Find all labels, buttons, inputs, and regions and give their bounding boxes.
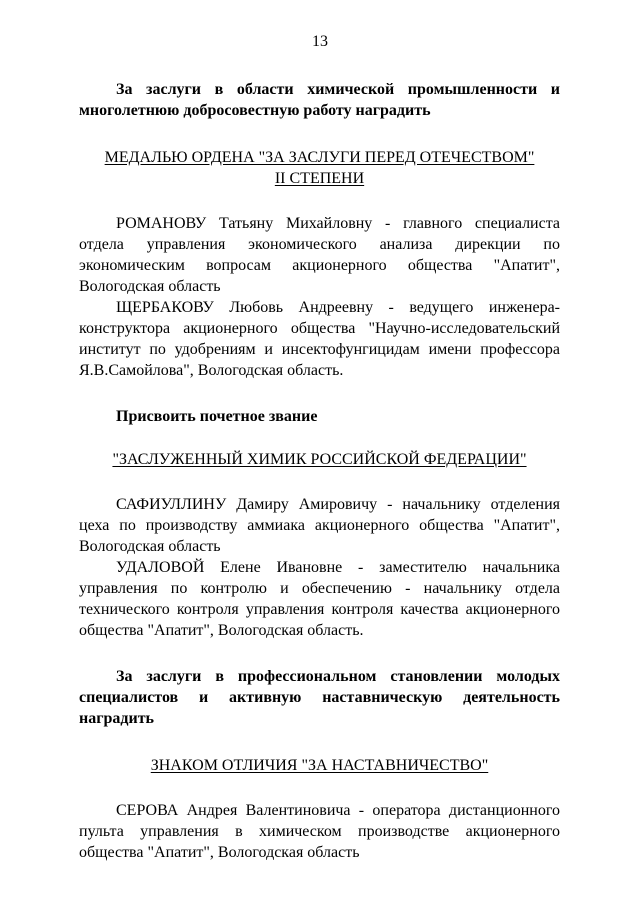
person-serov: СЕРОВА Андрея Валентиновича - оператора дистанционного пульта управления в химическом производстве акционерного общества "Апатит", Вологодская область <box>79 802 560 861</box>
award-heading-mentorship-badge <box>79 755 560 776</box>
person-udalova: УДАЛОВОЙ Елене Ивановне - заместителю начальника управления по контролю и обеспечению - начальнику отдела технического контроля управления контроля качества акционерного общества "Апатит", Вологодская область. <box>79 559 560 639</box>
person-scherbakova: ЩЕРБАКОВУ Любовь Андреевну - ведущего инженера-конструктора акционерного общества "Научно-исследовательский институт по удобрениям и инсектофунгицидам имени профессора Я.В.Самойлова", Вологодская область. <box>79 299 560 379</box>
award-intro-mentorship: За заслуги в профессиональном становлении молодых специалистов и активную наставническую деятельность наградить <box>79 668 560 727</box>
award-heading-honored-chemist-line1: "ЗАСЛУЖЕННЫЙ ХИМИК РОССИЙСКОЙ ФЕДЕРАЦИИ" <box>112 451 527 468</box>
award-heading-mentorship-badge-line1: ЗНАКОМ ОТЛИЧИЯ "ЗА НАСТАВНИЧЕСТВО" <box>150 757 489 774</box>
award-heading-medal-order-line2: II СТЕПЕНИ <box>274 170 365 187</box>
award-heading-medal-order-line1: МЕДАЛЬЮ ОРДЕНА "ЗА ЗАСЛУГИ ПЕРЕД ОТЕЧЕСТВОМ" <box>104 149 535 166</box>
person-romanova: РОМАНОВУ Татьяну Михайловну - главного специалиста отдела управления экономического анализа дирекции по экономическим вопросам акционерного общества "Апатит", Вологодская область <box>79 215 560 295</box>
person-safiullin: САФИУЛЛИНУ Дамиру Амировичу - начальнику отделения цеха по производству аммиака акционерного общества "Апатит", Вологодская область <box>79 496 560 555</box>
award-heading-medal-order <box>79 147 560 189</box>
document-body <box>79 79 560 863</box>
award-heading-honored-chemist <box>79 449 560 470</box>
award-intro-chemical-industry: За заслуги в области химической промышленности и многолетнюю добросовестную работу наградить <box>79 81 560 119</box>
page-number: 13 <box>312 33 328 50</box>
award-intro-honorary-title: Присвоить почетное звание <box>116 408 318 425</box>
